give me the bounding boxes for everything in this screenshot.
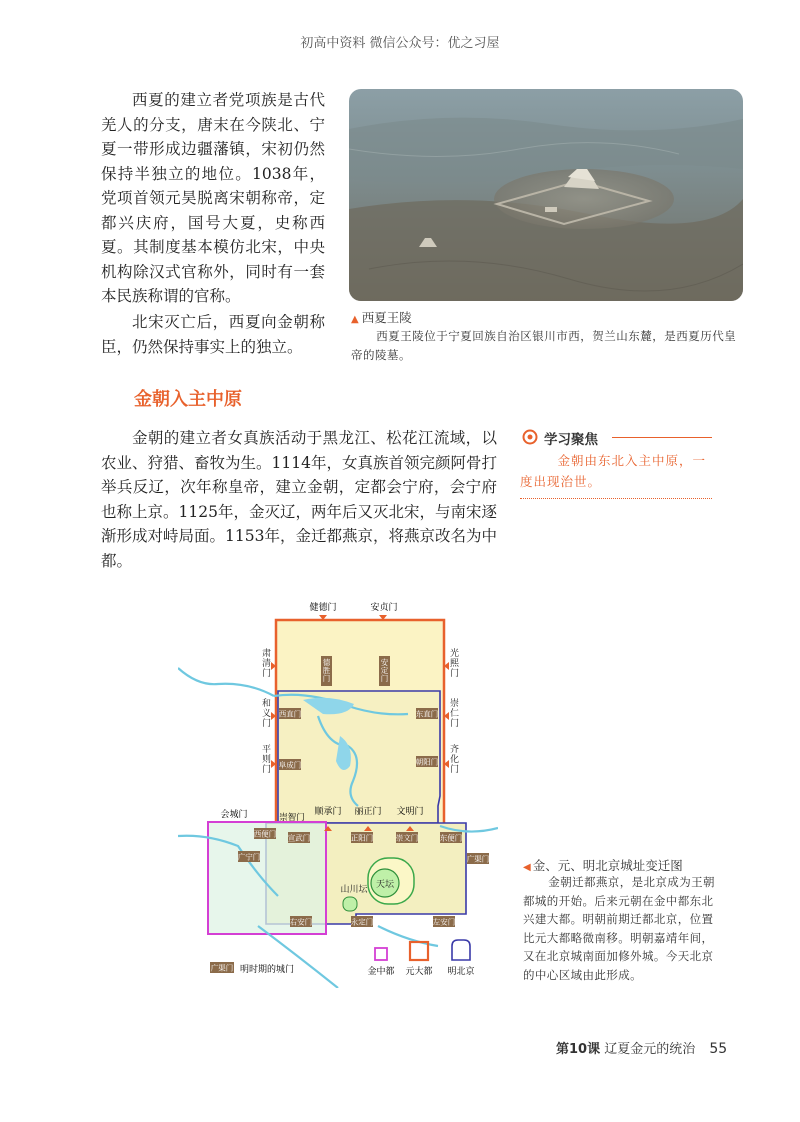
gate-xizhi: 西直门 — [278, 709, 302, 719]
map-caption-body: 金朝迁都燕京，是北京成为王朝都城的开始。后来元朝在金中都东北兴建大都。明朝前期迁都北京，位置比元大都略微南移。明朝嘉靖年间，又在北京城南面加修外城。今天北京的中心区域由此形成。 — [523, 875, 715, 982]
learning-focus-text: 金朝由东北入主中原，一度出现治世。 — [520, 453, 707, 489]
footer-lesson-title: 辽夏金元的统治 — [604, 1042, 696, 1057]
legend-ming-label: 明北京 — [447, 967, 475, 977]
learning-focus-label: 学习聚焦 — [544, 432, 598, 448]
gate-huicheng: 会城门 — [220, 810, 248, 820]
page-number: 55 — [709, 1041, 728, 1057]
gate-yongding: 永定门 — [350, 917, 374, 927]
temple-of-earth-altar — [343, 897, 357, 911]
gate-zuoan: 左安门 — [432, 917, 456, 927]
legend-yuan-label: 元大都 — [405, 967, 433, 977]
gate-xibian: 西便门 — [253, 829, 277, 839]
learning-focus-header — [520, 426, 712, 446]
page-footer — [556, 1038, 727, 1057]
gate-xuanwu: 宣武门 — [287, 833, 311, 843]
legend-jin-label: 金中都 — [367, 967, 395, 977]
footer-lesson-number: 第10课 — [556, 1042, 601, 1057]
gate-guangxi: 光熙门 — [450, 649, 460, 679]
legend-gate-sample: 广渠门 — [210, 963, 234, 973]
gate-dongzhi: 东直门 — [415, 709, 439, 719]
photo-caption-body: 西夏王陵位于宁夏回族自治区银川市西，贺兰山东麓，是西夏历代皇帝的陵墓。 — [351, 329, 737, 362]
gate-lizheng: 丽正门 — [354, 807, 382, 817]
section-title: 金朝入主中原 — [134, 389, 242, 410]
beijing-city-map — [178, 596, 498, 988]
gate-wenming: 文明门 — [396, 807, 424, 817]
page-header: 初高中资料 微信公众号：优之习屋 — [300, 36, 500, 51]
triangle-left-marker-icon: ◀ — [523, 862, 531, 873]
gate-shuncheng: 顺承门 — [314, 807, 342, 817]
map-caption-title: ◀ 金、元、明北京城址变迁图 — [523, 858, 683, 873]
gate-fucheng: 阜成门 — [278, 760, 302, 770]
gate-chongzhi: 崇智门 — [279, 813, 305, 823]
gate-anding: 安定门 — [380, 658, 389, 683]
xixia-mausoleum-photo — [349, 89, 743, 301]
gate-qihua: 齐化门 — [450, 745, 460, 775]
photo-caption-title: ▲ 西夏王陵 — [351, 310, 412, 325]
focus-divider — [612, 437, 712, 438]
paragraph-xixia-founding: 西夏的建立者党项族是古代羌人的分支，唐末在今陕北、宁夏一带形成边疆藩镇，宋初仍然保持半独立的地位。1038年，党项首领元昊脱离宋朝称帝，定都兴庆府，国号大夏，史称西夏。其制度基本模仿北宋，中央机构除汉式官称外，同时有一套本民族称谓的官称。 — [101, 91, 325, 305]
gate-pingze: 平则门 — [262, 745, 272, 775]
gate-chaoyang: 朝阳门 — [415, 757, 439, 767]
gate-jiande: 健德门 — [309, 603, 337, 613]
gate-heyi: 和义门 — [262, 699, 272, 729]
legend-gate-label: 明时期的城门 — [240, 965, 295, 975]
temple-of-heaven-label: 天坛 — [375, 880, 395, 890]
gate-dongbian: 东便门 — [439, 833, 463, 843]
paragraph-jin-dynasty: 金朝的建立者女真族活动于黑龙江、松花江流域，以农业、狩猎、畜牧为生。1114年，女真族首领完颜阿骨打举兵反辽，次年称皇帝，建立金朝，定都会宁府，会宁府也称上京。1125年，金灭辽，两年后又灭北宋，与南宋逐渐形成对峙局面。1153年，金迁都燕京，将燕京改名为中都。 — [101, 429, 497, 570]
gate-anzhen: 安贞门 — [370, 603, 398, 613]
gate-desheng: 德胜门 — [322, 658, 331, 683]
gate-guangning: 广宁门 — [237, 852, 261, 862]
gate-suqing: 肃清门 — [262, 649, 272, 679]
gate-chongren: 崇仁门 — [450, 699, 460, 729]
focus-target-icon — [522, 429, 538, 445]
gate-chongwen: 崇文门 — [395, 833, 419, 843]
temple-of-earth-label: 山川坛 — [340, 885, 368, 895]
learning-focus-box — [520, 426, 712, 499]
gate-youan: 右安门 — [289, 917, 313, 927]
triangle-marker-icon: ▲ — [351, 314, 359, 325]
gate-zhengyang: 正阳门 — [350, 833, 374, 843]
gate-guangqu: 广渠门 — [466, 854, 490, 864]
paragraph-xixia-after-song: 北宋灭亡后，西夏向金朝称臣，仍然保持事实上的独立。 — [101, 313, 325, 356]
